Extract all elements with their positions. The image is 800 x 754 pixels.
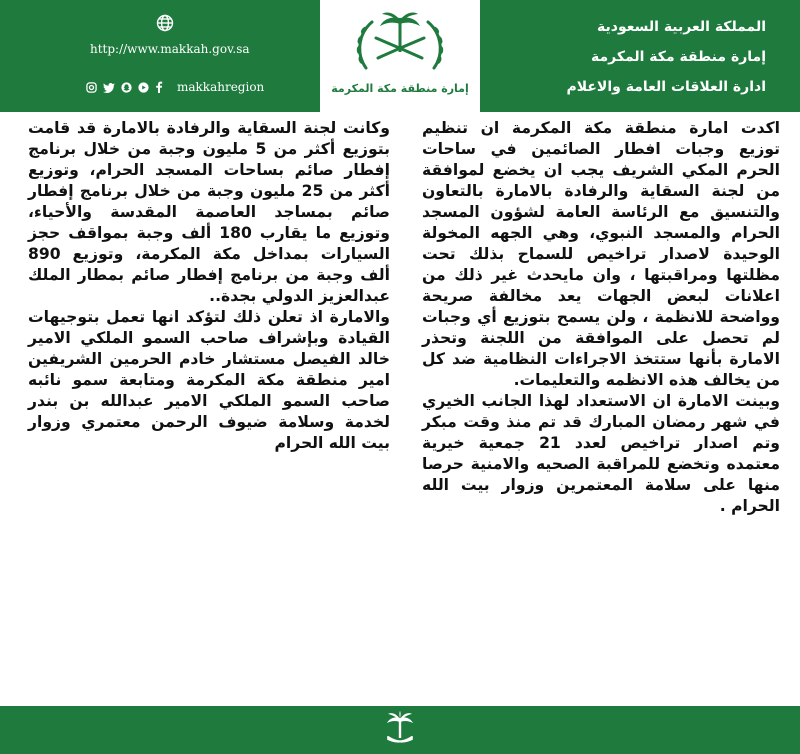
kingdom-title: المملكة العربية السعودية — [597, 19, 766, 35]
youtube-icon[interactable] — [138, 82, 149, 93]
paragraph-meals-distributed: وكانت لجنة السقاية والرفادة بالامارة قد قامت بتوزيع أكثر من 5 مليون وجبة من خلال برنامج إفطار صائم بساحات المسجد الحرام، وتوزيع أكثر من 25 مليون وجبة من خلال برنامج إفطار صائم بمساجد العاصمة المقدسة والأحياء، وتوزيع ما يقارب 180 ألف وجبة بمواقف حجز السيارات بمداخل مكة المكرمة، وتوزيع 890 ألف وجبة من برنامج إفطار صائم بمطار الملك عبدالعزيز الدولي بجدة.. — [28, 119, 390, 305]
emirate-title: إمارة منطقة مكة المكرمة — [590, 49, 766, 65]
contact-block — [60, 0, 265, 112]
social-links — [86, 80, 264, 94]
social-handle[interactable]: makkahregion — [177, 80, 265, 94]
palm-swords-emblem-icon — [384, 711, 416, 749]
article-left-column — [28, 118, 390, 454]
footer-bar — [0, 706, 800, 754]
snapchat-icon[interactable] — [121, 82, 132, 93]
emblem-icon — [331, 8, 469, 104]
article-right-column — [422, 118, 780, 517]
paragraph-approval-requirement: اكدت امارة منطقة مكة المكرمة ان تنظيم توزيع وجبات افطار الصائمين في ساحات الحرم المكي الشريف يجب ان يخضع لموافقة من لجنة السقاية والرفادة بالامارة بالتعاون والتنسيق مع الرئاسة العامة لشؤون المسجد الحرام والمسجد النبوي، وهي الجهه المخولة الوحيدة لاصدار تراخيص للسماح بذلك تحت مظلتها ومراقبتها ، وان مايحدث غير ذلك من اعلانات لبعض الجهات يعد مخالفة صريحة وواضحة للانظمة ، ولن يسمح بتوزيع أي وجبات لم تحصل على الموافقة من اللجنة وتحذر الامارة بأنها ستتخذ الاجراءات النظامية ضد كل من يخالف هذه الانظمه والتعليمات. — [422, 119, 780, 389]
website-link[interactable]: http://www.makkah.gov.sa — [90, 42, 250, 56]
emblem-caption: إمارة منطقة مكة المكرمة — [331, 82, 469, 95]
department-title: ادارة العلاقات العامة والاعلام — [566, 79, 766, 95]
facebook-icon[interactable] — [155, 81, 163, 93]
globe-icon — [156, 14, 174, 32]
paragraph-licensed-charities: وبينت الامارة ان الاستعداد لهذا الجانب الخيري في شهر رمضان المبارك قد تم منذ وقت مبكر وتم اصدار تراخيص لعدد 21 جمعية خيرية معتمده وتخضع للمراقبة الصحيه والامنية حرصا منها على سلامة المعتمرين وزوار بيت الله الحرام . — [422, 392, 780, 515]
issuer-block — [506, 12, 766, 102]
twitter-icon[interactable] — [103, 82, 115, 93]
instagram-icon[interactable] — [86, 82, 97, 93]
letterhead-banner — [0, 0, 800, 112]
paragraph-leadership-supervision: والامارة اذ تعلن ذلك لتؤكد انها تعمل بتوجيهات القيادة وبإشراف صاحب السمو الملكي الامير خالد الفيصل مستشار خادم الحرمين الشريفين امير منطقة مكة المكرمة ومتابعة سمو نائبه صاحب السمو الملكي الامير عبدالله بن بندر لخدمة وسلامة ضيوف الرحمن معتمري وزوار بيت الله الحرام — [28, 308, 390, 452]
emirate-logo — [320, 0, 480, 112]
